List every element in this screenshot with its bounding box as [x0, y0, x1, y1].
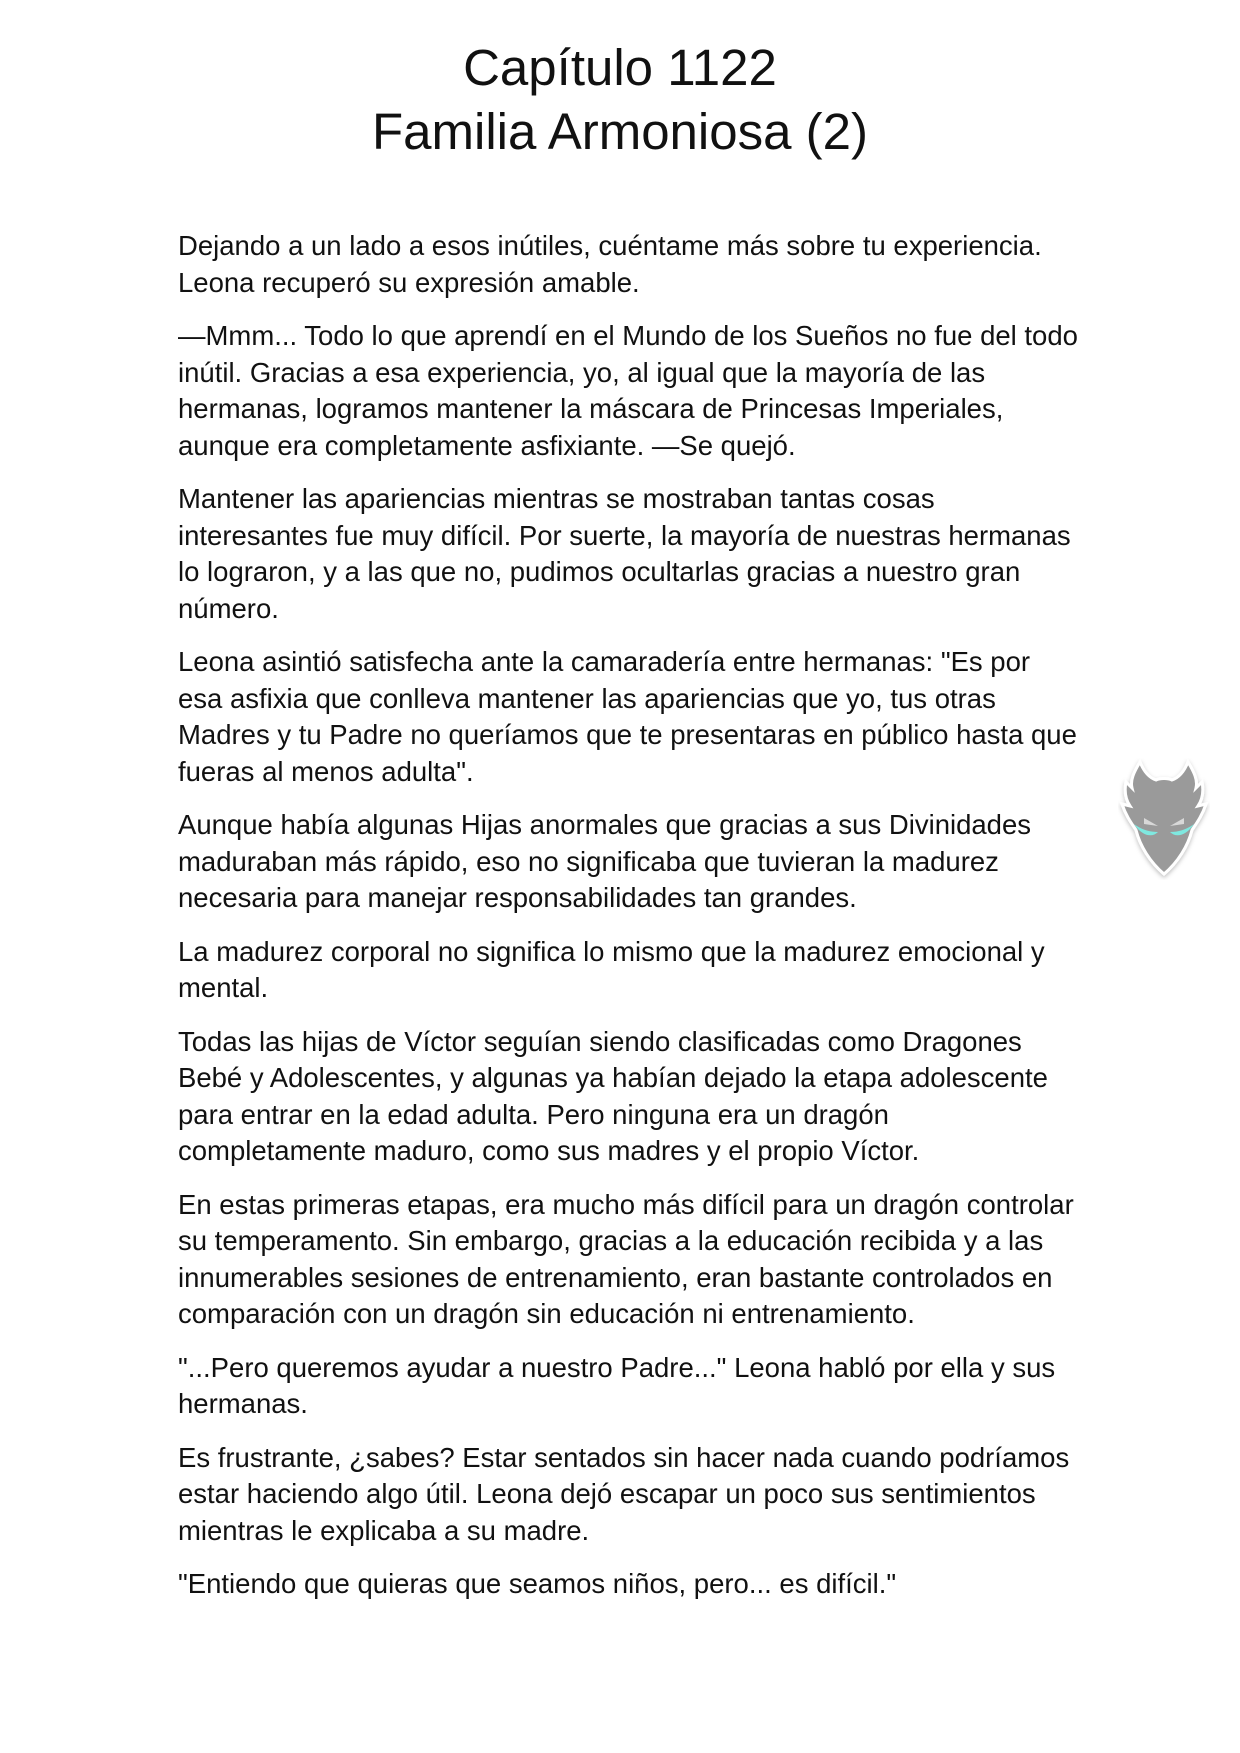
demon-head-logo-icon	[1118, 758, 1210, 880]
paragraph: Mantener las apariencias mientras se mostraban tantas cosas interesantes fue muy difícil. Por suerte, la mayoría de nuestras hermanas lo lograron, y a las que no, pudimos ocultarlas gracias a nuestro gran número.	[178, 483, 1071, 624]
chapter-number: Capítulo 1122	[463, 39, 777, 96]
paragraph: Leona asintió satisfecha ante la camaradería entre hermanas: "Es por esa asfixia que conlleva mantener las apariencias que yo, tus otras Madres y tu Padre no queríamos que te presentaras en público hasta que fueras al menos adulta".	[178, 646, 1077, 787]
paragraph: "...Pero queremos ayudar a nuestro Padre..." Leona habló por ella y sus hermanas.	[178, 1351, 1056, 1419]
paragraph: Aunque había algunas Hijas anormales que gracias a sus Divinidades maduraban más rápido, eso no significaba que tuvieran la madurez necesaria para manejar responsabilidades tan grandes.	[178, 809, 1032, 913]
paragraph: Dejando a un lado a esos inútiles, cuéntame más sobre tu experiencia. Leona recuperó su expresión amable.	[178, 230, 1042, 298]
paragraph: —Mmm... Todo lo que aprendí en el Mundo de los Sueños no fue del todo inútil. Gracias a esa experiencia, yo, al igual que la mayoría de las hermanas, logramos mantener la máscara de Princesas Imperiales, aunque era completamente asfixiante. —Se quejó.	[178, 320, 1078, 461]
paragraph: Todas las hijas de Víctor seguían siendo clasificadas como Dragones Bebé y Adolescentes, y algunas ya habían dejado la etapa adolescente para entrar en la edad adulta. Pero ninguna era un dragón completamente maduro, como sus madres y el propio Víctor.	[178, 1025, 1048, 1166]
paragraph: Es frustrante, ¿sabes? Estar sentados sin hacer nada cuando podríamos estar haciendo algo útil. Leona dejó escapar un poco sus sentimientos mientras le explicaba a su madre.	[178, 1441, 1070, 1546]
chapter-body	[178, 228, 1078, 1620]
paragraph: La madurez corporal no significa lo mismo que la madurez emocional y mental.	[178, 935, 1045, 1003]
paragraph: "Entiendo que quieras que seamos niños, pero... es difícil."	[178, 1568, 897, 1599]
demon-head-shape	[1122, 762, 1206, 874]
chapter-title	[0, 36, 1240, 164]
chapter-subtitle: Familia Armoniosa (2)	[372, 103, 868, 160]
paragraph: En estas primeras etapas, era mucho más difícil para un dragón controlar su temperamento. Sin embargo, gracias a la educación recibida y a las innumerables sesiones de entrenamiento, eran bastante controlados en comparación con un dragón sin educación ni entrenamiento.	[178, 1188, 1074, 1329]
